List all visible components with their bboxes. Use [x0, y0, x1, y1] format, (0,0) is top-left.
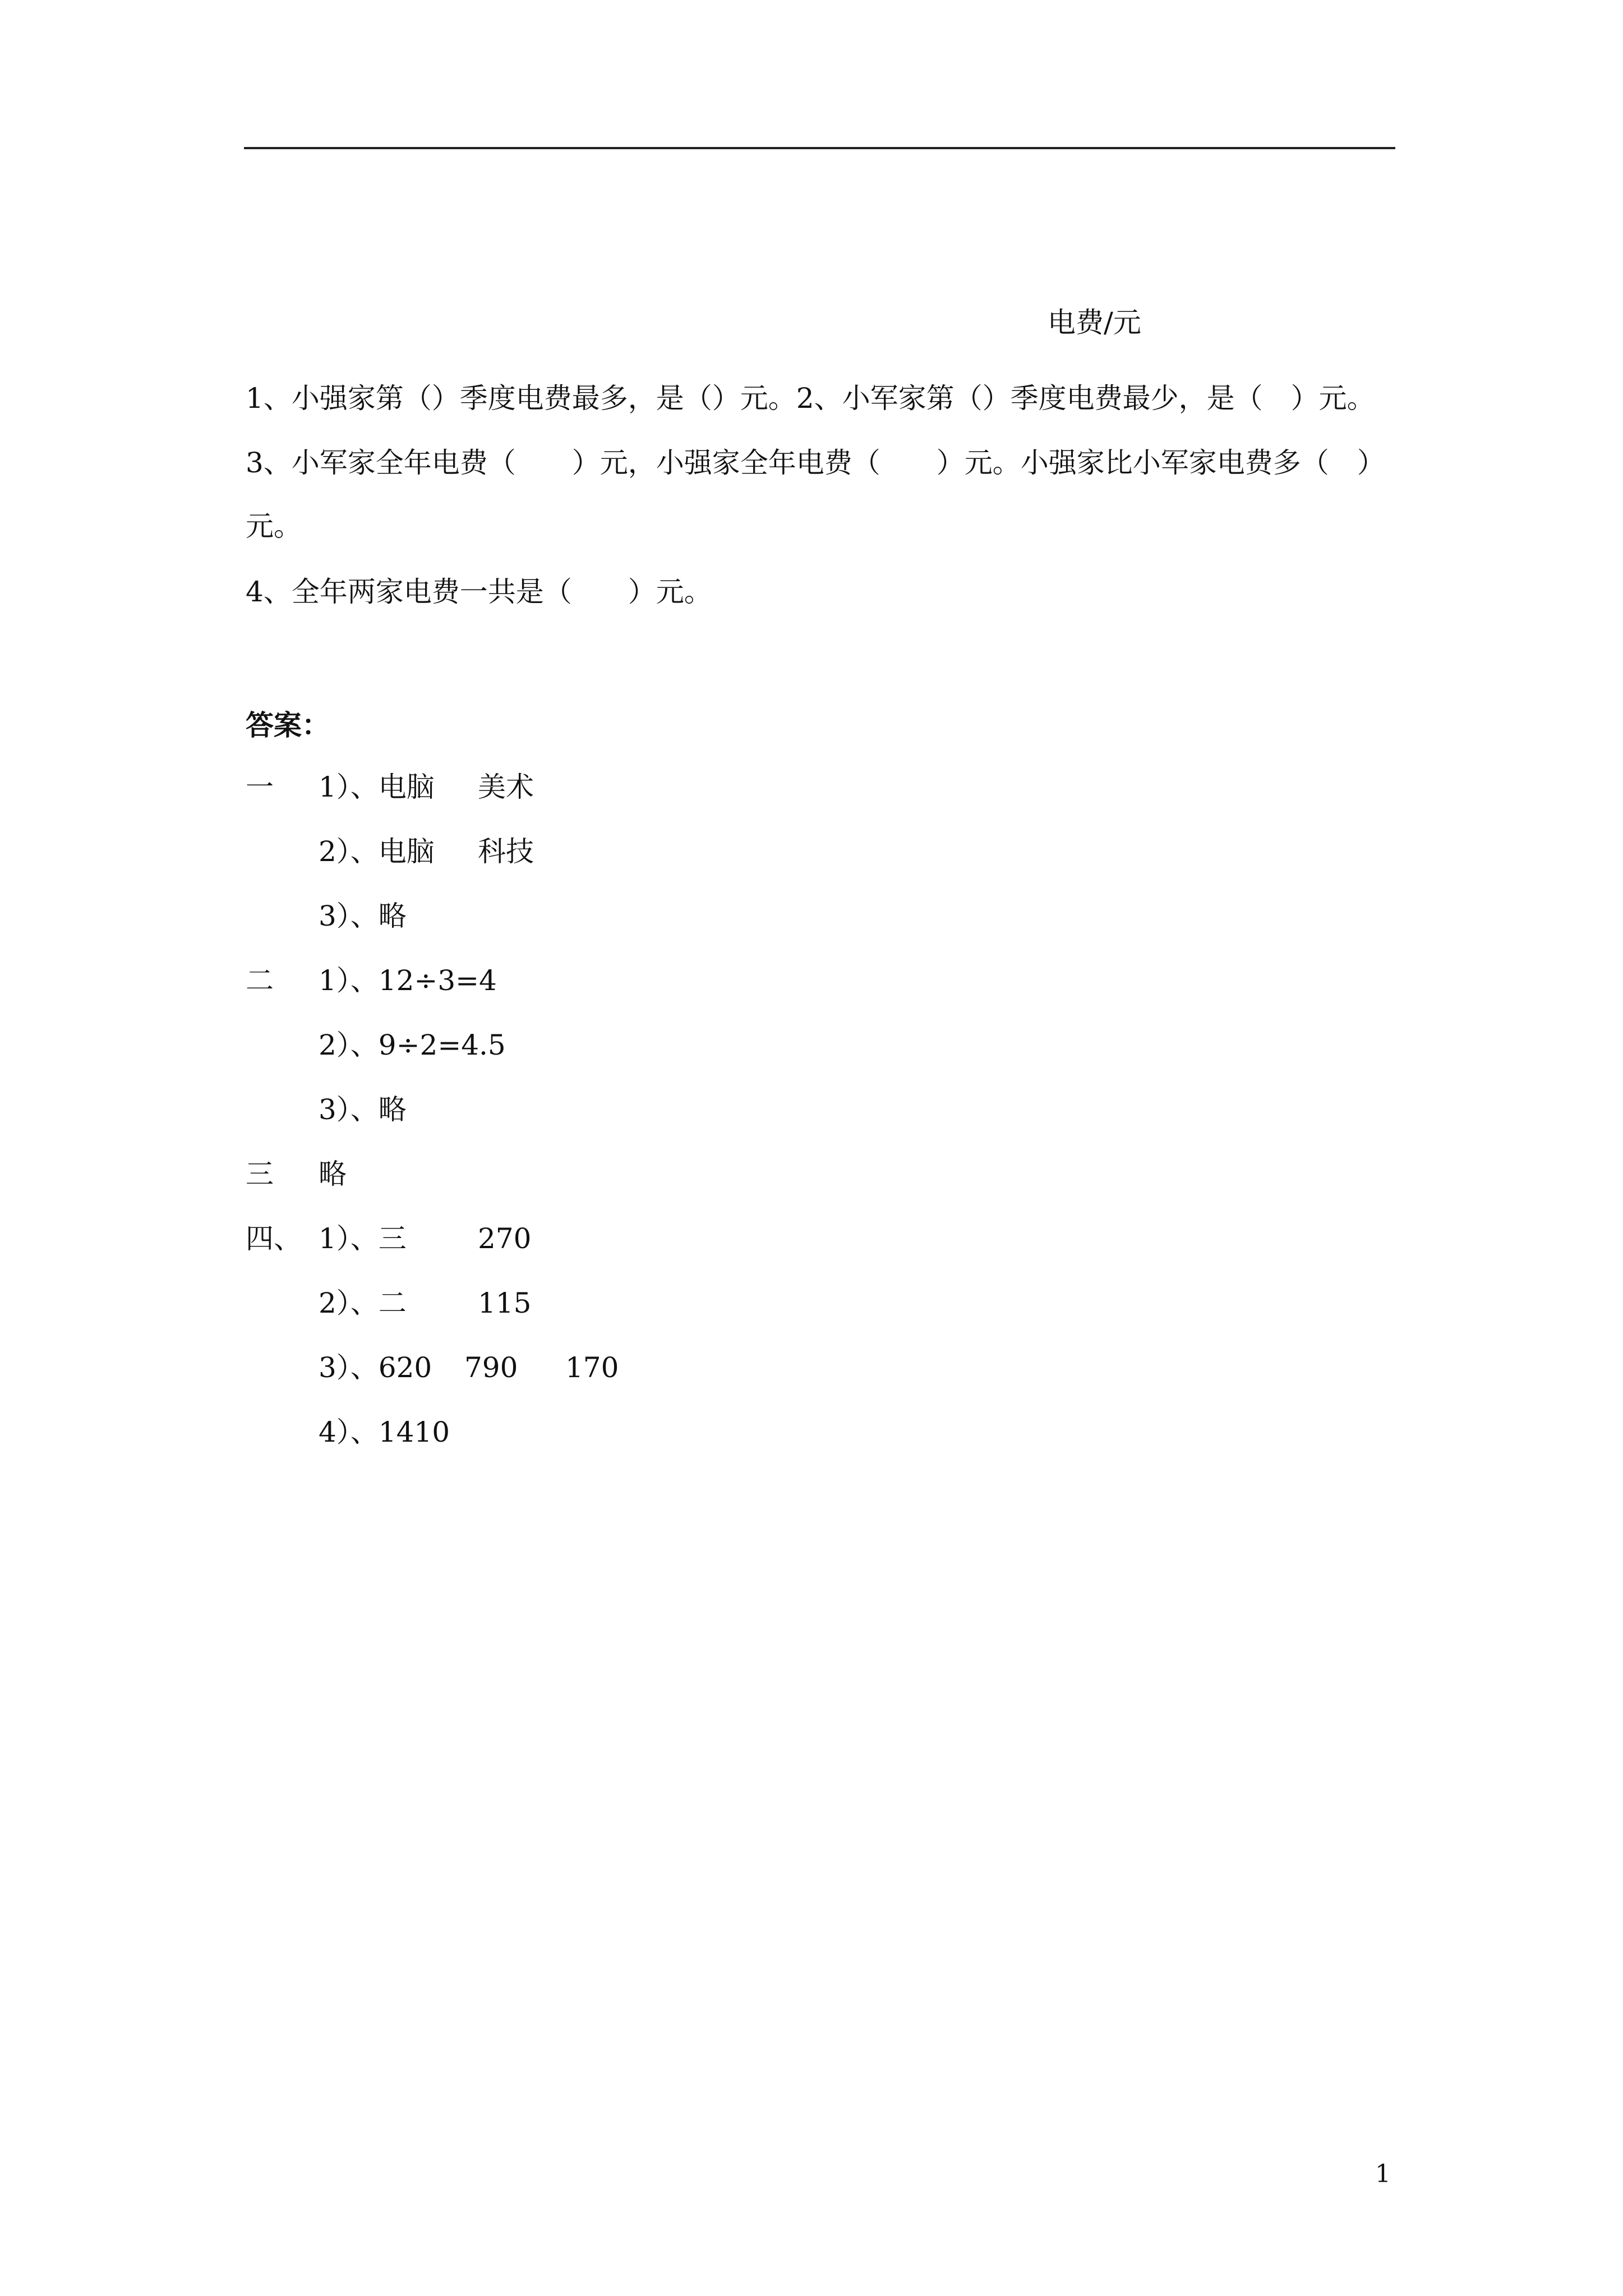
answers-title: 答案：: [246, 708, 330, 742]
question-line-3: 元。: [246, 510, 302, 542]
question-line-1: 1、小强家第（）季度电费最多，是（）元。2、小军家第（）季度电费最少，是（ ）元。: [246, 382, 1375, 415]
chart-unit-label: 电费/元: [1048, 306, 1141, 339]
answer-item: 略: [319, 1158, 347, 1190]
answer-item: 1）、电脑: [319, 771, 435, 803]
answer-item: 2）、9÷2=4.5: [319, 1029, 506, 1061]
answer-item: 4）、1410: [319, 1416, 450, 1448]
answer-item: 2）、电脑: [319, 835, 435, 868]
page-number: 1: [1375, 2160, 1391, 2188]
answer-section: 二: [246, 964, 274, 997]
answer-item: 1）、三: [319, 1222, 407, 1255]
answer-item: 3）、略: [319, 1093, 407, 1126]
answer-value: 170: [565, 1351, 619, 1384]
answer-value: 115: [478, 1287, 532, 1319]
question-line-4: 4、全年两家电费一共是（ ）元。: [246, 576, 712, 608]
answer-section: 一: [246, 771, 274, 803]
answer-value: 美术: [478, 771, 534, 803]
answer-item: 3）、略: [319, 900, 407, 932]
answer-section: 四、: [246, 1222, 302, 1255]
header-rule: [244, 147, 1395, 149]
question-line-2: 3、小军家全年电费（ ）元，小强家全年电费（ ）元。小强家比小军家电费多（ ）: [246, 447, 1385, 479]
answer-item: 2）、二: [319, 1287, 407, 1319]
answer-value: 790: [464, 1351, 518, 1384]
answer-item: 1）、12÷3=4: [319, 964, 497, 997]
answer-section: 三: [246, 1158, 274, 1190]
answer-value: 科技: [478, 835, 534, 868]
answer-item: 3）、620: [319, 1351, 432, 1384]
answer-value: 270: [478, 1222, 532, 1255]
